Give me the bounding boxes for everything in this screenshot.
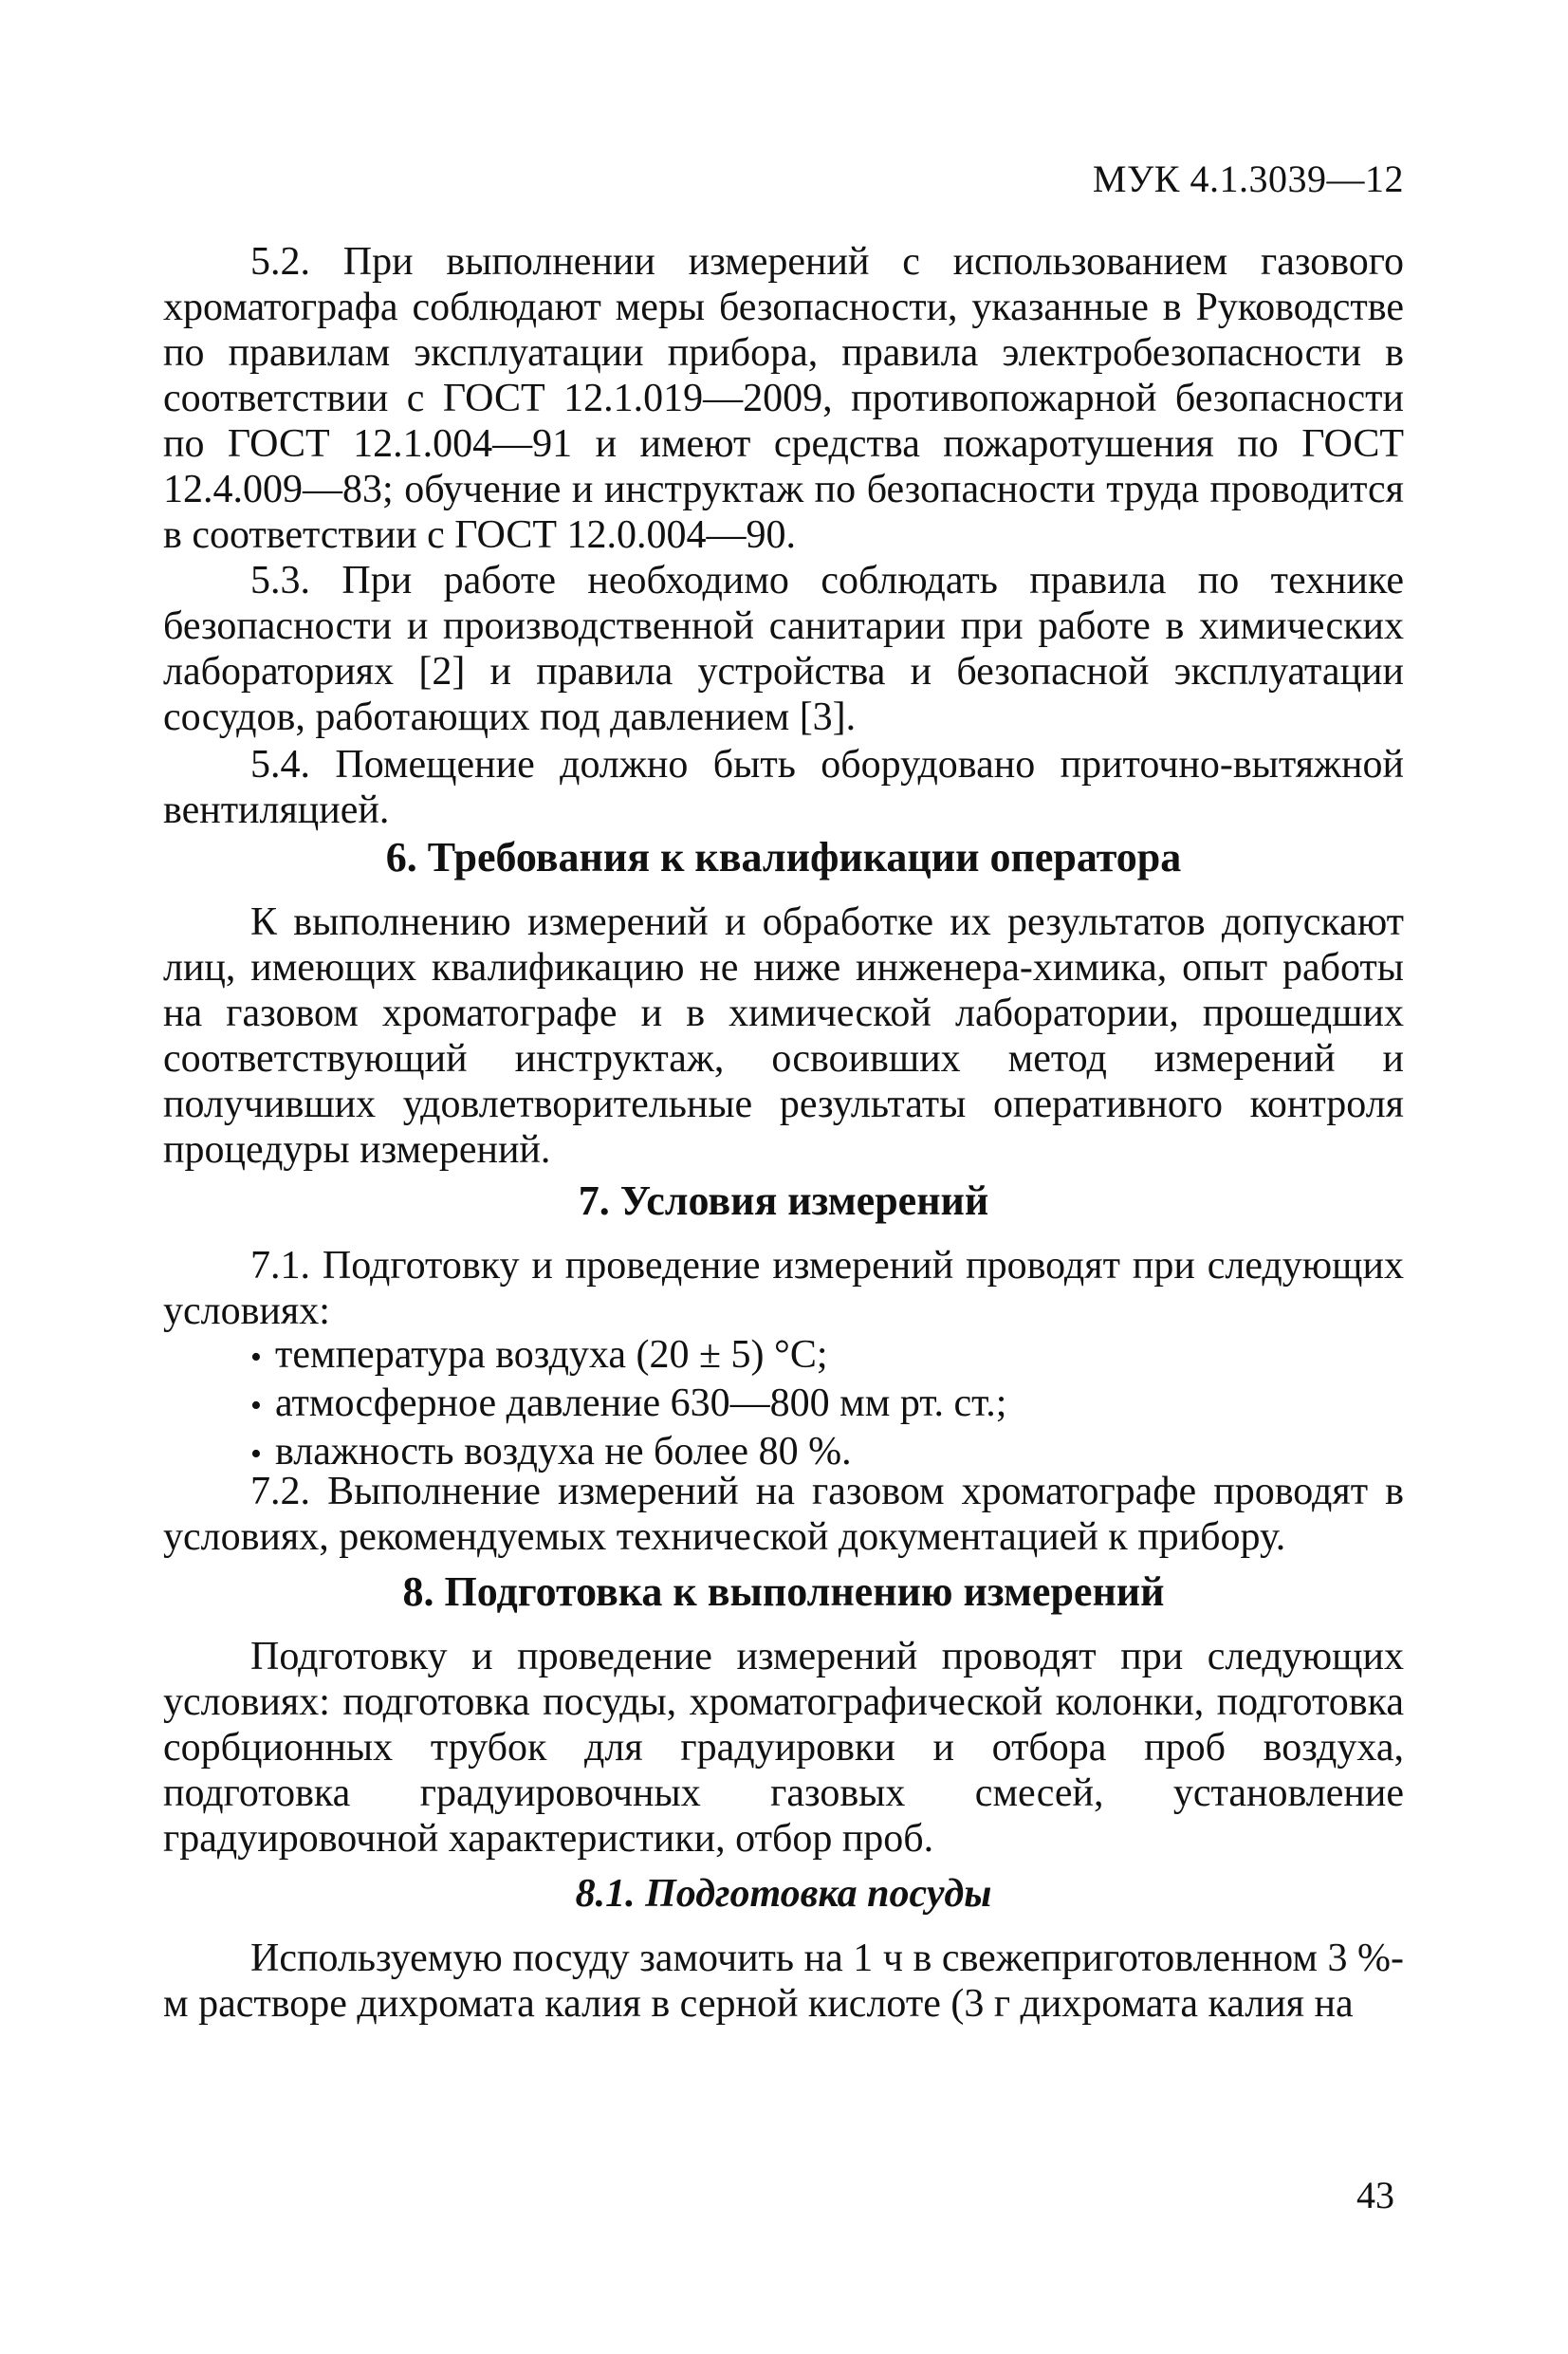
list-item-text: температура воздуха (20 ± 5) °С; <box>275 1333 828 1377</box>
paragraph-5-2 <box>163 239 1404 558</box>
section-6-heading-block <box>163 833 1404 882</box>
subsection-8-1-text-block <box>163 1936 1404 2027</box>
section-6-text-block <box>163 899 1404 1173</box>
section-7-heading-block <box>163 1177 1404 1226</box>
section-heading: 7. Условия измерений <box>578 1177 989 1224</box>
doc-code-header: МУК 4.1.3039—12 <box>1092 158 1404 200</box>
section-heading: 8. Подготовка к выполнению измерений <box>402 1568 1165 1615</box>
subsection-8-1-heading-block <box>163 1869 1404 1918</box>
paragraph-5-4 <box>163 742 1404 833</box>
paragraph-text: 5.3. При работе необходимо соблюдать правила по технике безопасности и производственной санитарии при работе в химических лабораториях [2] и правила устройства и безопасной эксплуатации сосудов, работающих под давлением [3]. <box>163 559 1404 739</box>
paragraph-text: К выполнению измерений и обработке их результатов допускают лиц, имеющих квалификацию не ниже инженера-химика, опыт работы на газовом хроматографе и в химической лаборатории, прошедших соответствующий инструктаж, освоивших метод измерений и получивших удовлетворительные результаты оперативного контроля процедуры измерений. <box>163 900 1404 1172</box>
paragraph-text: Подготовку и проведение измерений проводят при следующих условиях: подготовка посуды, хроматографической колонки, подготовка сорбционных трубок для градуировки и отбора проб воздуха, подготовка градуировочных газовых смесей, установление градуировочной характеристики, отбор проб. <box>163 1635 1404 1861</box>
bullet-icon: • <box>250 1436 262 1472</box>
conditions-list <box>163 1332 1404 1477</box>
list-item <box>250 1332 1404 1381</box>
paragraph-text: 7.1. Подготовку и проведение измерений проводят при следующих условиях: <box>163 1244 1404 1333</box>
list-item-text: атмосферное давление 630—800 мм рт. ст.; <box>275 1381 1007 1425</box>
paragraph-5-3 <box>163 558 1404 740</box>
paragraph-text: 5.2. При выполнении измерений с использованием газового хроматографа соблюдают меры безопасности, указанные в Руководстве по правилам эксплуатации прибора, правила электробезопасности в соответствии с ГОСТ 12.1.019—2009, противопожарной безопасности по ГОСТ 12.1.004—91 и имеют средства пожаротушения по ГОСТ 12.4.009—83; обучение и инструктаж по безопасности труда проводится в соответствии с ГОСТ 12.0.004—90. <box>163 240 1404 557</box>
paragraph-7-1 <box>163 1243 1404 1334</box>
paragraph-text: 7.2. Выполнение измерений на газовом хроматографе проводят в условиях, рекомендуемых технической документацией к прибору. <box>163 1470 1404 1559</box>
section-8-heading-block <box>163 1567 1404 1617</box>
paragraph-text: 5.4. Помещение должно быть оборудовано приточно-вытяжной вентиляцией. <box>163 743 1404 832</box>
page-number: 43 <box>1356 2174 1394 2216</box>
list-item-text: влажность воздуха не более 80 %. <box>275 1430 852 1474</box>
section-8-text-block <box>163 1634 1404 1862</box>
list-item <box>250 1381 1404 1429</box>
section-heading: 6. Требования к квалификации оператора <box>385 834 1182 880</box>
bullet-icon: • <box>250 1340 262 1375</box>
bullet-icon: • <box>250 1388 262 1423</box>
paragraph-text: Используемую посуду замочить на 1 ч в свежеприготовленном 3 %-м растворе дихромата калия в серной кислоте (3 г дихромата калия на <box>163 1937 1404 2026</box>
subsection-heading: 8.1. Подготовка посуды <box>575 1872 992 1916</box>
paragraph-7-2 <box>163 1469 1404 1560</box>
